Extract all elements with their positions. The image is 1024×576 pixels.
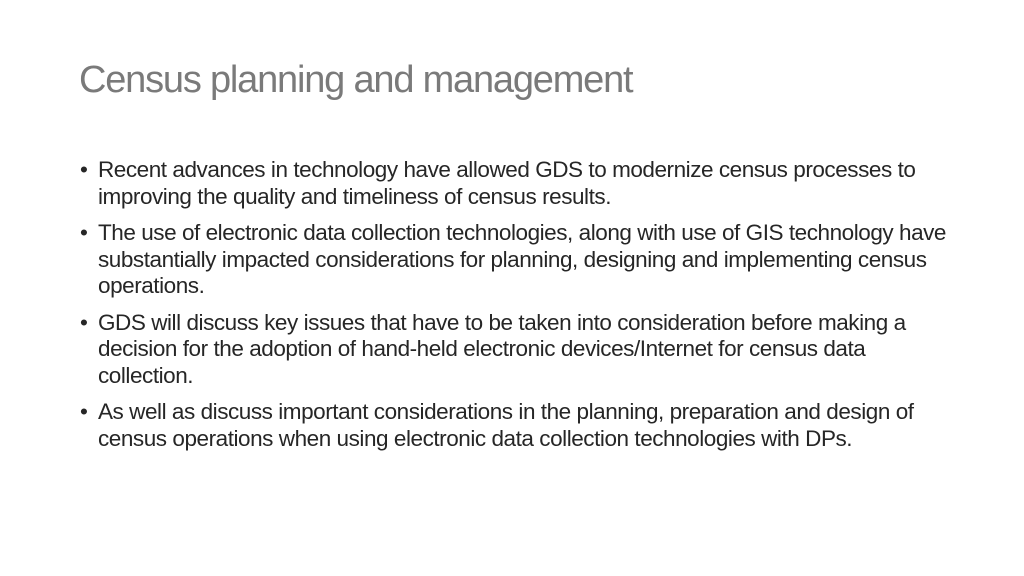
slide-title: Census planning and management bbox=[79, 59, 633, 101]
bullet-item bbox=[78, 220, 948, 300]
bullet-icon: • bbox=[80, 220, 88, 245]
bullet-item bbox=[78, 310, 948, 390]
bullet-text: GDS will discuss key issues that have to be taken into consideration before making a decision for the adoption of hand-held electronic devices/Internet for census data collection. bbox=[98, 309, 906, 388]
bullet-text: As well as discuss important considerations in the planning, preparation and design of census operations when using electronic data collection technologies with DPs. bbox=[98, 399, 914, 451]
bullet-icon: • bbox=[80, 157, 88, 182]
bullet-item bbox=[78, 399, 948, 452]
bullet-icon: • bbox=[80, 399, 88, 424]
bullet-icon: • bbox=[80, 309, 88, 335]
bullet-list bbox=[78, 157, 948, 462]
bullet-text: The use of electronic data collection technologies, along with use of GIS technology have substantially impacted considerations for planning, designing and implementing census operations. bbox=[98, 220, 946, 298]
bullet-item bbox=[78, 157, 948, 210]
bullet-text: Recent advances in technology have allowed GDS to modernize census processes to improving the quality and timeliness of census results. bbox=[98, 157, 916, 209]
